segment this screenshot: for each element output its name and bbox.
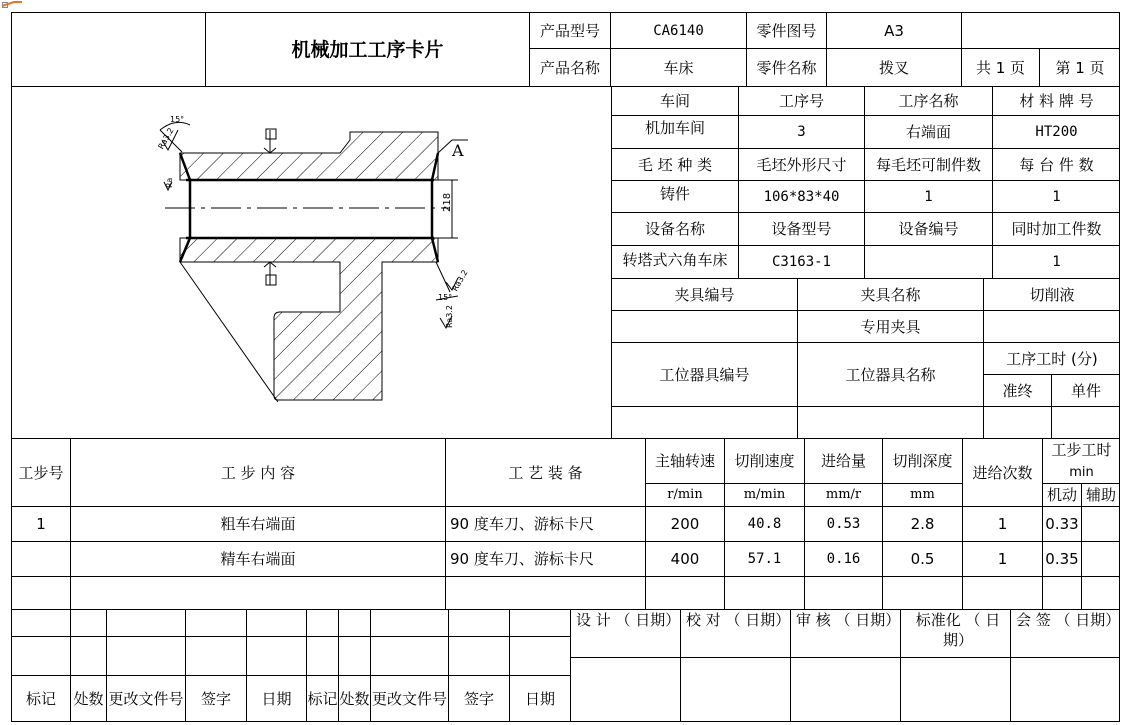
step-time-unit: min	[1069, 464, 1094, 480]
process-no-value: 3	[797, 124, 806, 140]
equipment-name-value: 转塔式六角车床	[622, 251, 728, 269]
simultaneous-value: 1	[1052, 254, 1061, 270]
lower-wall	[180, 238, 438, 400]
simultaneous-label: 同时加工件数	[1011, 220, 1102, 238]
unit-rmin: r/min	[667, 487, 703, 502]
step-row-2-content: 精车右端面	[220, 550, 296, 568]
step-row-2-spindle: 400	[670, 550, 700, 568]
aux-time-header: 辅助	[1085, 486, 1116, 504]
step-time-header: 工步工时	[1051, 441, 1112, 459]
angle-15-bottom: 15°	[438, 293, 453, 302]
revision-change-doc-label-2: 更改文件号	[371, 689, 447, 708]
cutting-speed-header: 切削速度	[734, 452, 795, 470]
card-title: 机械加工工序卡片	[291, 38, 444, 61]
step-row-1-depth: 2.8	[910, 515, 935, 533]
total-pages: 共 1 页	[975, 58, 1026, 77]
machine-time-header: 机动	[1046, 486, 1077, 504]
step-row-1-count: 1	[997, 515, 1008, 533]
unit-mmr: mm/r	[825, 487, 862, 502]
angle-15-top: 15°	[170, 115, 185, 124]
blank-size-label: 毛坯外形尺寸	[756, 155, 847, 174]
fixture-name-value: 专用夹具	[860, 317, 921, 336]
parts-per-machine-value: 1	[1052, 188, 1061, 205]
product-model-label: 产品型号	[539, 21, 600, 40]
equipment-name-label: 设备名称	[644, 220, 705, 238]
part-drawing-no-value: A3	[884, 21, 904, 40]
review-signoff: 审 核 （ 日期）	[796, 611, 901, 629]
equipment-no-label: 设备编号	[898, 220, 959, 238]
step-no-header: 工步号	[18, 463, 64, 482]
countersign-signoff: 会 签 （ 日期）	[1016, 611, 1121, 629]
step-row-2-feed: 0.16	[826, 551, 861, 567]
dim-218-label: 218	[442, 192, 453, 212]
check-signoff: 校 对 （ 日期）	[686, 611, 791, 629]
ra-mark-left: Ra3.2	[156, 126, 176, 151]
revision-change-doc-label: 更改文件号	[108, 689, 184, 708]
process-time-label: 工序工时 (分)	[1006, 349, 1098, 368]
unit-mm: mm	[910, 487, 935, 502]
revision-mark-label: 标记	[25, 689, 56, 708]
fixture-no-label: 夹具编号	[674, 285, 735, 304]
fixture-name-label: 夹具名称	[860, 285, 921, 304]
station-tool-name-label: 工位器具名称	[845, 365, 936, 384]
design-signoff: 设 计 （ 日期）	[576, 611, 681, 629]
process-name-value: 右端面	[905, 123, 951, 141]
part-name-value: 拨叉	[878, 58, 909, 77]
equipment-header: 工 艺 装 备	[508, 463, 583, 482]
section-mark-a: A	[452, 141, 464, 160]
unit-mmin: m/min	[743, 487, 786, 502]
parts-per-machine-label: 每 台 件 数	[1019, 155, 1094, 174]
revision-mark-label-2: 标记	[307, 689, 338, 708]
revision-sign-label: 签字	[200, 689, 231, 708]
step-row-2-equipment: 90 度车刀、游标卡尺	[450, 550, 594, 568]
station-tool-no-label: 工位器具编号	[659, 365, 750, 384]
parts-per-blank-value: 1	[924, 188, 933, 205]
ra-mark-bore: Ra	[165, 177, 174, 188]
revision-place-label: 处数	[73, 689, 104, 708]
step-row-2-depth: 0.5	[910, 550, 935, 568]
equipment-model-label: 设备型号	[771, 220, 832, 238]
product-name-label: 产品名称	[539, 58, 600, 77]
spindle-speed-header: 主轴转速	[654, 452, 715, 470]
revision-sign-label-2: 签字	[463, 689, 494, 708]
material-value: HT200	[1035, 124, 1078, 140]
blank-type-label: 毛 坯 种 类	[637, 155, 713, 174]
product-name-value: 车床	[663, 58, 694, 77]
step-row-2-no	[12, 542, 70, 576]
step-row-1-feed: 0.53	[826, 516, 861, 532]
step-row-2-speed: 57.1	[747, 551, 782, 567]
standardize-signoff: 标准化 （ 日期）	[915, 611, 1001, 649]
feed-header: 进给量	[820, 452, 866, 470]
equipment-model-value: C3163-1	[771, 254, 831, 270]
step-row-1-machine-time: 0.33	[1045, 515, 1079, 533]
step-row-2-count: 1	[997, 550, 1008, 568]
ra-mark-right: Ra3.2	[450, 268, 470, 293]
step-row-1-speed: 40.8	[747, 516, 782, 532]
unit-time-label: 单件	[1070, 381, 1101, 400]
part-drawing-no-label: 零件图号	[756, 21, 817, 40]
step-row-2-machine-time: 0.35	[1045, 550, 1079, 568]
upper-wall	[180, 132, 438, 180]
orange-arrow-icon	[0, 0, 24, 9]
cut-depth-header: 切削深度	[892, 452, 953, 470]
step-row-1-no: 1	[36, 515, 46, 533]
step-content-header: 工 步 内 容	[220, 463, 296, 482]
parts-per-blank-label: 每毛坯可制件数	[875, 155, 981, 174]
process-name-label: 工序名称	[898, 92, 959, 110]
step-row-1-equipment: 90 度车刀、游标卡尺	[450, 515, 594, 533]
revision-date-label: 日期	[261, 689, 292, 708]
ra-mark-bottom: Ra3.2	[445, 304, 454, 328]
feed-count-header: 进给次数	[972, 463, 1033, 482]
step-row-2-aux-time	[1082, 542, 1120, 576]
step-row-1-aux-time	[1082, 507, 1120, 541]
revision-date-label-2: 日期	[524, 689, 555, 708]
workshop-value: 机加车间	[644, 119, 705, 137]
blank-type-value: 铸件	[659, 185, 690, 203]
revision-place-label-2: 处数	[339, 689, 370, 708]
setup-time-label: 准终	[1002, 381, 1033, 400]
equipment-no-value	[865, 246, 992, 278]
step-row-1-spindle: 200	[670, 515, 700, 533]
product-model-value: CA6140	[653, 22, 704, 39]
blank-size-value: 106*83*40	[763, 188, 840, 205]
process-no-label: 工序号	[778, 92, 824, 110]
part-name-label: 零件名称	[756, 58, 817, 77]
workshop-label: 车间	[659, 92, 690, 110]
page-number: 第 1 页	[1055, 58, 1105, 77]
step-row-1-content: 粗车右端面	[220, 515, 296, 533]
coolant-label: 切削液	[1029, 285, 1075, 304]
material-label: 材 料 牌 号	[1019, 92, 1094, 110]
